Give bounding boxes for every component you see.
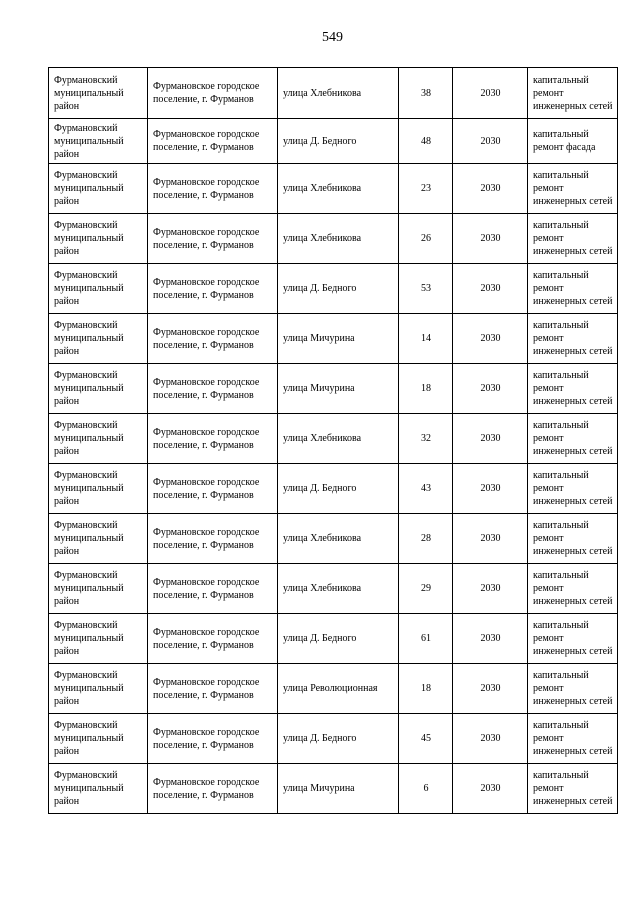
table-row bbox=[49, 564, 618, 614]
cell-year: 2030 bbox=[453, 514, 528, 564]
cell-house-number: 43 bbox=[399, 464, 453, 514]
cell-district: Фурмановский муниципальный район bbox=[49, 664, 148, 714]
table-row bbox=[49, 464, 618, 514]
cell-street: улица Д. Бедного bbox=[278, 714, 399, 764]
cell-house-number: 53 bbox=[399, 264, 453, 314]
cell-house-number: 32 bbox=[399, 414, 453, 464]
cell-work-type: капитальный ремонт инженерных сетей bbox=[528, 414, 618, 464]
cell-year: 2030 bbox=[453, 68, 528, 119]
cell-district: Фурмановский муниципальный район bbox=[49, 119, 148, 164]
cell-work-type: капитальный ремонт инженерных сетей bbox=[528, 164, 618, 214]
table-row bbox=[49, 714, 618, 764]
cell-street: улица Хлебникова bbox=[278, 164, 399, 214]
cell-district: Фурмановский муниципальный район bbox=[49, 514, 148, 564]
table-row bbox=[49, 614, 618, 664]
cell-year: 2030 bbox=[453, 214, 528, 264]
repairs-table-body bbox=[49, 68, 618, 814]
cell-district: Фурмановский муниципальный район bbox=[49, 414, 148, 464]
table-row bbox=[49, 314, 618, 364]
cell-year: 2030 bbox=[453, 264, 528, 314]
repairs-table bbox=[48, 67, 618, 814]
cell-work-type: капитальный ремонт инженерных сетей bbox=[528, 314, 618, 364]
cell-settlement: Фурмановское городское поселение, г. Фурманов bbox=[148, 68, 278, 119]
cell-settlement: Фурмановское городское поселение, г. Фурманов bbox=[148, 564, 278, 614]
cell-district: Фурмановский муниципальный район bbox=[49, 764, 148, 814]
cell-street: улица Д. Бедного bbox=[278, 614, 399, 664]
cell-house-number: 61 bbox=[399, 614, 453, 664]
cell-house-number: 48 bbox=[399, 119, 453, 164]
cell-district: Фурмановский муниципальный район bbox=[49, 264, 148, 314]
cell-district: Фурмановский муниципальный район bbox=[49, 464, 148, 514]
cell-settlement: Фурмановское городское поселение, г. Фурманов bbox=[148, 514, 278, 564]
table-row bbox=[49, 68, 618, 119]
cell-work-type: капитальный ремонт инженерных сетей bbox=[528, 364, 618, 414]
cell-house-number: 45 bbox=[399, 714, 453, 764]
cell-district: Фурмановский муниципальный район bbox=[49, 614, 148, 664]
cell-district: Фурмановский муниципальный район bbox=[49, 314, 148, 364]
cell-district: Фурмановский муниципальный район bbox=[49, 214, 148, 264]
cell-year: 2030 bbox=[453, 464, 528, 514]
cell-work-type: капитальный ремонт инженерных сетей bbox=[528, 514, 618, 564]
cell-settlement: Фурмановское городское поселение, г. Фурманов bbox=[148, 614, 278, 664]
table-row bbox=[49, 664, 618, 714]
cell-work-type: капитальный ремонт инженерных сетей bbox=[528, 614, 618, 664]
cell-street: улица Хлебникова bbox=[278, 414, 399, 464]
cell-year: 2030 bbox=[453, 314, 528, 364]
table-row bbox=[49, 764, 618, 814]
cell-street: улица Д. Бедного bbox=[278, 119, 399, 164]
table-row bbox=[49, 514, 618, 564]
table-row bbox=[49, 414, 618, 464]
cell-settlement: Фурмановское городское поселение, г. Фурманов bbox=[148, 214, 278, 264]
cell-street: улица Д. Бедного bbox=[278, 264, 399, 314]
cell-settlement: Фурмановское городское поселение, г. Фурманов bbox=[148, 364, 278, 414]
cell-work-type: капитальный ремонт инженерных сетей bbox=[528, 464, 618, 514]
table-row bbox=[49, 214, 618, 264]
cell-work-type: капитальный ремонт инженерных сетей bbox=[528, 214, 618, 264]
cell-house-number: 23 bbox=[399, 164, 453, 214]
cell-settlement: Фурмановское городское поселение, г. Фурманов bbox=[148, 664, 278, 714]
cell-house-number: 29 bbox=[399, 564, 453, 614]
cell-work-type: капитальный ремонт инженерных сетей bbox=[528, 764, 618, 814]
cell-year: 2030 bbox=[453, 764, 528, 814]
table-row bbox=[49, 119, 618, 164]
cell-house-number: 14 bbox=[399, 314, 453, 364]
cell-house-number: 6 bbox=[399, 764, 453, 814]
cell-house-number: 18 bbox=[399, 364, 453, 414]
cell-house-number: 26 bbox=[399, 214, 453, 264]
cell-district: Фурмановский муниципальный район bbox=[49, 714, 148, 764]
cell-street: улица Мичурина bbox=[278, 764, 399, 814]
cell-street: улица Хлебникова bbox=[278, 514, 399, 564]
cell-year: 2030 bbox=[453, 564, 528, 614]
cell-street: улица Хлебникова bbox=[278, 564, 399, 614]
cell-settlement: Фурмановское городское поселение, г. Фурманов bbox=[148, 314, 278, 364]
cell-district: Фурмановский муниципальный район bbox=[49, 364, 148, 414]
cell-street: улица Хлебникова bbox=[278, 214, 399, 264]
cell-district: Фурмановский муниципальный район bbox=[49, 564, 148, 614]
cell-settlement: Фурмановское городское поселение, г. Фурманов bbox=[148, 464, 278, 514]
cell-house-number: 28 bbox=[399, 514, 453, 564]
cell-district: Фурмановский муниципальный район bbox=[49, 164, 148, 214]
cell-settlement: Фурмановское городское поселение, г. Фурманов bbox=[148, 714, 278, 764]
cell-year: 2030 bbox=[453, 364, 528, 414]
table-row bbox=[49, 264, 618, 314]
cell-settlement: Фурмановское городское поселение, г. Фурманов bbox=[148, 764, 278, 814]
cell-street: улица Хлебникова bbox=[278, 68, 399, 119]
cell-year: 2030 bbox=[453, 119, 528, 164]
cell-work-type: капитальный ремонт инженерных сетей bbox=[528, 564, 618, 614]
cell-work-type: капитальный ремонт инженерных сетей bbox=[528, 68, 618, 119]
cell-street: улица Д. Бедного bbox=[278, 464, 399, 514]
cell-settlement: Фурмановское городское поселение, г. Фурманов bbox=[148, 119, 278, 164]
cell-district: Фурмановский муниципальный район bbox=[49, 68, 148, 119]
cell-settlement: Фурмановское городское поселение, г. Фурманов bbox=[148, 264, 278, 314]
cell-year: 2030 bbox=[453, 414, 528, 464]
cell-work-type: капитальный ремонт инженерных сетей bbox=[528, 264, 618, 314]
cell-settlement: Фурмановское городское поселение, г. Фурманов bbox=[148, 164, 278, 214]
page-number: 549 bbox=[322, 30, 343, 45]
cell-house-number: 38 bbox=[399, 68, 453, 119]
cell-work-type: капитальный ремонт инженерных сетей bbox=[528, 664, 618, 714]
cell-year: 2030 bbox=[453, 614, 528, 664]
cell-year: 2030 bbox=[453, 664, 528, 714]
cell-street: улица Мичурина bbox=[278, 364, 399, 414]
table-row bbox=[49, 164, 618, 214]
cell-settlement: Фурмановское городское поселение, г. Фурманов bbox=[148, 414, 278, 464]
cell-work-type: капитальный ремонт инженерных сетей bbox=[528, 714, 618, 764]
cell-work-type: капитальный ремонт фасада bbox=[528, 119, 618, 164]
cell-year: 2030 bbox=[453, 164, 528, 214]
cell-house-number: 18 bbox=[399, 664, 453, 714]
table-row bbox=[49, 364, 618, 414]
cell-street: улица Мичурина bbox=[278, 314, 399, 364]
cell-year: 2030 bbox=[453, 714, 528, 764]
cell-street: улица Революционная bbox=[278, 664, 399, 714]
